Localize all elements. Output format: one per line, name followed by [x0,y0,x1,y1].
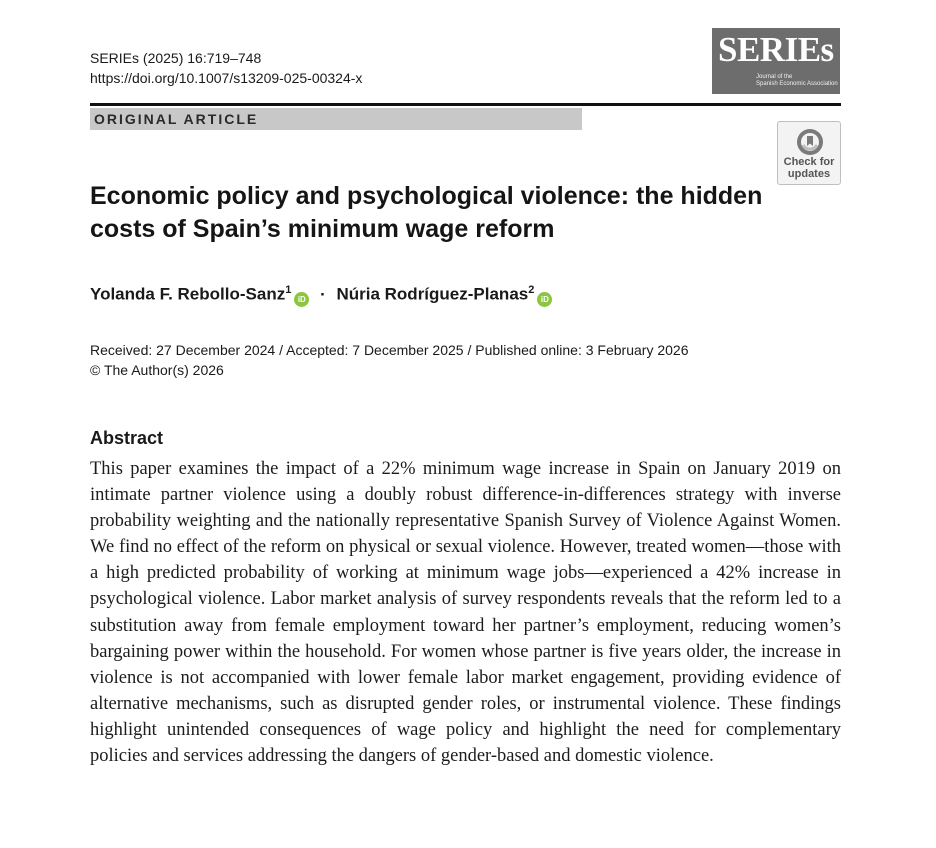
author-list [90,284,552,307]
author-name[interactable]: Yolanda F. Rebollo-Sanz [90,284,286,304]
header-rule [90,103,841,106]
check-updates-label: Check for updates [783,156,835,180]
doi-link[interactable]: https://doi.org/10.1007/s13209-025-00324-x [90,70,363,86]
logo-subtitle: Journal of the Spanish Economic Association [756,74,838,87]
paper-title: Economic policy and psychological violence: the hidden costs of Spain’s minimum wage reform [90,182,763,243]
crossmark-icon [795,127,825,157]
orcid-icon[interactable]: iD [294,292,309,307]
abstract-text: This paper examines the impact of a 22% minimum wage increase in Spain on January 2019 on intimate partner violence using a doubly robust difference-in-differences strategy with inverse probability weighting and the nationally representative Spanish Survey of Violence Against Women. We find no effect of the reform on physical or sexual violence. However, treated women—those with a high predicted probability of working at minimum wage jobs—experienced a 42% increase in psychological violence. Labor market analysis of survey respondents reveals that the reform led to a substitution away from female employment toward her partner’s employment, reducing women’s bargaining power within the household. For women whose partner is five years older, the increase in violence is not accompanied with lower female labor market engagement, providing evidence of alternative mechanisms, such as disrupted gender roles, or instrumental violence. These findings highlight unintended consequences of wage policy and highlight the need for complementary policies and services addressing the dangers of gender-based and domestic violence. [90,459,841,767]
logo-wordmark: SERIEs [718,30,834,69]
journal-reference [90,48,362,88]
author-name[interactable]: Núria Rodríguez-Planas [336,284,529,304]
publication-history: Received: 27 December 2024 / Accepted: 7 December 2025 / Published online: 3 February 2026 [90,342,689,358]
copyright-notice: © The Author(s) 2026 [90,362,224,378]
article-type-label: ORIGINAL ARTICLE [90,108,582,130]
abstract-heading: Abstract [90,428,164,448]
journal-logo [712,28,840,94]
author-affiliation: 1 [285,284,292,296]
author-affiliation: 2 [528,284,535,296]
author-separator: · [320,284,326,304]
journal-citation: SERIEs (2025) 16:719–748 [90,50,262,66]
article-dates [90,340,688,380]
orcid-icon[interactable]: iD [537,292,552,307]
check-for-updates-button[interactable] [777,121,841,185]
